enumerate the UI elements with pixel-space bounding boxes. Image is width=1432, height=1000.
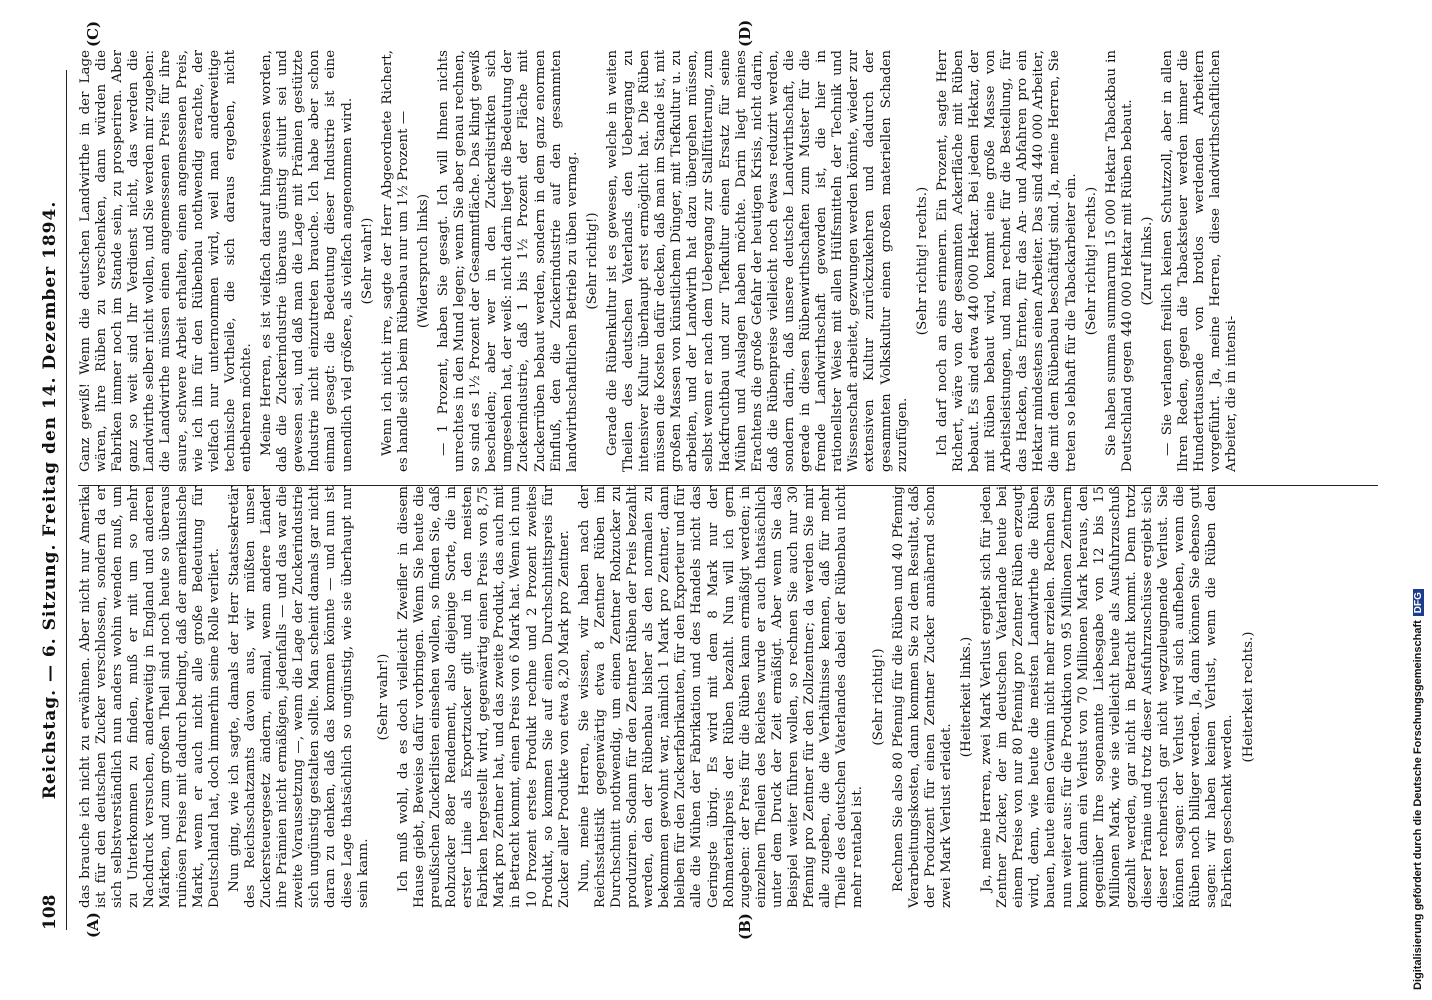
paragraph: Meine Herren, es ist vielfach darauf hingewiesen worden, daß die Zuckerindustrie überaus günstig situirt sei und gewesen sei, und daß man die Lage mit Prämien gestützte Industrie nicht einzutreten brauche. Ich habe aber schon einmal gesagt: die Bedeutung dieser Industrie ist eine unendlich viel größere, als vielfach angenommen wird. bbox=[259, 50, 355, 472]
interjection: (Zuruf links.) bbox=[1139, 216, 1155, 306]
interjection: (Widerspruch links) bbox=[415, 193, 431, 329]
digitization-credit bbox=[1412, 589, 1424, 990]
paragraph: — Sie verlangen freilich keinen Schutzzoll, aber in allen Ihren Reden, gegen die Tabacksteuer werden immer die Hunderttausende von brotlos werdenden Arbeitern vorgeführt. Ja, meine Herren, diese landwirthschaftlichen Arbeiter, die in intensi- bbox=[1160, 50, 1240, 472]
page-header bbox=[26, 70, 67, 930]
paragraph: Nun, meine Herren, Sie wissen, wir haben nach der Reichsstatistik gegenwärtig etwa 8 Zentner Rüben im Durchschnitt nothwendig, um einen Zentner Rohzucker zu produziren. Sodann für den Zentner Rüben der Preis bezahlt werden, den der Rübenbau bisher als den normalen zu bekommen gewohnt war, nämlich 1 Mark pro Zentner, dann bleiben für den Zuckerfabrikanten, für den Exporteur und für alle die Mühen der Fabrikation und des Handels nicht das Geringste übrig. Es wird mit dem 8 Mark nur der Rohmaterialpreis der Rüben bezahlt. Nun will ich gern zugeben: der Preis für die Rüben kann ermäßigt werden; in einzelnen Theilen des Reiches wurde er auch thatsächlich unter dem Druck der Zeit ermäßigt. Aber wenn Sie das Beispiel weiter führen wollen, so rechnen Sie auch nur 30 Pfennig pro Zentner für den Zollzentner; da werden Sie mir alle zugeben, die die Verhältnisse kennen, daß für mehr Theile des deutschen Vaterlandes dabei der Rübenbau nicht mehr rentabel ist. bbox=[576, 486, 866, 908]
paragraph: Ich muß wohl, da es doch vielleicht Zweifler in diesem Hause giebt, Beweise dafür vorbringen. Wenn Sie heute die preußischen Zuckerlisten einsehen wollen, so finden Sie, daß Rohzucker 88er Rendement, also diejenige Sorte, die in erster Linie als Exportzucker gilt und in den meisten Fabriken hergestellt wird, gegenwärtig einen Preis von 8,75 Mark pro Zentner hat, und das zweite Produkt, das auch mit in Betracht kommt, einen Preis von 6 Mark hat. Wenn ich nun 10 Prozent erstes Produkt rechne und 2 Prozent zweites Produkt, so kommen Sie auf einen Durchschnittspreis für Zucker aller Produkte von etwa 8,20 Mark pro Zentner. bbox=[395, 486, 572, 908]
page-number: 108 bbox=[40, 894, 60, 930]
paragraph: — 1 Prozent, haben Sie gesagt. Ich will Ihnen nichts unrechtes in den Mund legen; wenn Sie aber genau rechnen, so sind es 1½ Prozent der Gesammtfläche. Das klingt gewiß bescheiden; aber wer in den Zuckerdistrikten sich umgesehen hat, der weiß: nicht darin liegt die Bedeutung der Zuckerindustrie, daß 1 bis 1½ Prozent der Fläche mit Zuckerrüben bebaut werden, sondern in dem ganz enormen Einfluß, den die Zuckerindustrie auf den gesammten landwirthschaftlichen Betrieb zu üben vermag. bbox=[435, 50, 580, 472]
paragraph: Ganz gewiß! Wenn die deutschen Landwirthe in der Lage wären, ihre Rüben zu verschenken, dann würden die Fabriken immer noch im Stande sein, zu prosperiren. Aber ganz so weit sind Ihr Verdienst nicht, das werden die Landwirthe selber nicht wollen, und Sie werden mir zugeben: die Landwirthe müssen einen angemessenen Preis für ihre saure, schwere Arbeit erhalten, einen angemessenen Preis, wie ich ihn für den Rübenbau nothwendig erachte, der vielfach nur unternommen wird, weil man anderweitige technische Vortheile, die sich daraus ergeben, nicht entbehren möchte. bbox=[78, 50, 254, 472]
margin-mark-c: (C) bbox=[84, 20, 102, 47]
paragraph: Gerade die Rübenkultur ist es gewesen, welche in weiten Theilen des deutschen Vaterlands den Uebergang zu intensiver Kultur überhaupt erst ermöglicht hat. Die Rüben müssen die Kosten dafür decken, daß man im Stande ist, mit großen Massen von künstlichem Dünger, mit Tiefkultur u. zu arbeiten, und der Landwirth hat dazu übergehen müssen, selbst wenn er nach dem Uebergang zur Stallfütterung, zum Hackfruchtbau und zur Tiefkultur einen Ersatz für seine Mühen und Auslagen haben möchte. Darin liegt meines Erachtens die große Gefahr der heutigen Krisis, nicht darin, daß die Rübenpreise vielleicht noch etwas reduzirt werden, sondern darin, daß unsere deutsche Landwirthschaft, die gerade in diesen Rübenwirthschaften zum Muster für die fremde Landwirthschaft geworden ist, die hier in rationellster Weise mit allen Hülfsmitteln der Technik und Wissenschaft arbeitet, gezwungen werden könnte, wieder zur extensiven Kultur zurückzukehren und dadurch der gesammten Volkskultur einen großen materiellen Schaden zuzufügen. bbox=[604, 50, 910, 472]
margin-mark-a: (A) bbox=[84, 912, 102, 938]
interjection: (Sehr wahr!) bbox=[359, 217, 375, 305]
interjection: (Sehr richtig! rechts.) bbox=[914, 186, 930, 336]
dfg-logo: DFG bbox=[1413, 589, 1424, 616]
paragraph: Nun ging, wie ich sagte, damals der Herr Staatssekretär des Reichsschatzamts davon aus, wir müßten unser Zuckersteuergesetz ändern, einmal, wenn andere Länder ihre Prämien nicht ermäßigen, jedenfalls — und das war die zweite Voraussetzung —, wenn die Lage der Zuckerindustrie sich ungünstig gestalten sollte. Man scheint damals gar nicht daran zu denken, daß das kommen könnte — und nun ist diese Lage thatsächlich so ungünstig, wie sie überhaupt nur sein kann. bbox=[226, 486, 371, 908]
interjection: (Sehr richtig!) bbox=[584, 212, 600, 310]
credit-text: Digitalisierung gefördert durch die Deutsche Forschungsgemeinschaft bbox=[1412, 620, 1424, 990]
margin-mark-b: (B) bbox=[736, 913, 754, 940]
paragraph: das brauche ich nicht zu erwähnen. Aber nicht nur Amerika ist für den deutschen Zucker verschlossen, sondern da er sich selbstverständlich nun anders wohin wenden muß, um zu Unterkommen zu finden, muß er mit um so mehr Nachdruck versuchen, anderweitig in England und anderen Märkten, und zum großen Theil sind noch heute so überaus ruinösen Preise mit dadurch bedingt, daß der amerikanische Markt, wenn er auch nicht alle große Bedeutung für Deutschland hat, doch immerhin seine Rolle verliert. bbox=[78, 486, 222, 908]
paragraph: Wenn ich nicht irre, sagte der Herr Abgeordnete Richert, es handle sich beim Rübenbau nur um 1½ Prozent — bbox=[379, 50, 411, 472]
interjection: (Heiterkeit rechts.) bbox=[1240, 631, 1256, 763]
interjection: (Sehr richtig! rechts.) bbox=[1083, 186, 1099, 336]
right-column bbox=[78, 50, 1244, 472]
interjection: (Sehr richtig!) bbox=[870, 648, 886, 746]
paragraph: Ja, meine Herren, zwei Mark Verlust ergiebt sich für jeden Zentner Zucker, der im deutschen Vaterlande heute bei einem Preise von nur 80 Pfennig pro Zentner Rüben erzeugt wird, denn, wie heute die meisten Landwirthe die Rüben bauen, heute einen Gewinn nicht mehr erzielen. Rechnen Sie nun weiter aus: für die Produktion von 95 Millionen Zentnern kommt dann ein Verlust von 70 Millionen Mark heraus, den gegenüber Ihre sogenannte Liebesgabe von 12 bis 15 Millionen Mark, wie sie vielleicht heute als Ausfuhrzuschuß gezahlt werden, gar nicht in Betracht kommt. Denn trotz dieser Prämie und trotz dieser Ausfuhrzuschüsse ergiebt sich dieser rechnerisch gar nicht wegzuleugnende Verlust. Sie können sagen: der Verlust wird sich aufheben, wenn die Rüben noch billiger werden. Ja, dann können Sie ebenso gut sagen: wir haben keinen Verlust, wenn die Rüben den Fabriken geschenkt werden. bbox=[979, 486, 1236, 908]
running-title: Reichstag. — 6. Sitzung. Freitag den 14. Dezember 1894. bbox=[40, 200, 60, 800]
interjection: (Heiterkeit links.) bbox=[958, 636, 974, 758]
interjection: (Sehr wahr!) bbox=[375, 653, 391, 741]
paragraph: Rechnen Sie also 80 Pfennig für die Rüben und 40 Pfennig Verarbeitungskosten, dann kommen Sie zu dem Resultat, daß der Produzent für einen Zentner Zucker annähernd schon zwei Mark Verlust erleidet. bbox=[890, 486, 954, 908]
paragraph: Ich darf noch an eins erinnern. Ein Prozent, sagte Herr Richert, wäre von der gesammten Ackerfläche mit Rüben bebaut. Es sind etwa 440 000 Hektar. Bei jedem Hektar, der mit Rüben bebaut wird, kommt eine große Masse von Arbeitsleistungen, und man rechnet für die Bestellung, für das Hacken, das Ernten, für das An- und Abfahren pro ein Hektar mindestens einen Arbeiter. Das sind 440 000 Arbeiter, die mit dem Rübenbau beschäftigt sind. Ja, meine Herren, Sie treten so lebhaft für die Tabackarbeiter ein. bbox=[934, 50, 1079, 472]
left-column bbox=[78, 486, 1261, 908]
paragraph: Sie haben summa summarum 15 000 Hektar Tabackbau in Deutschland gegen 440 000 Hektar mit Rüben bebaut. bbox=[1103, 50, 1135, 472]
margin-mark-d: (D) bbox=[736, 19, 754, 47]
